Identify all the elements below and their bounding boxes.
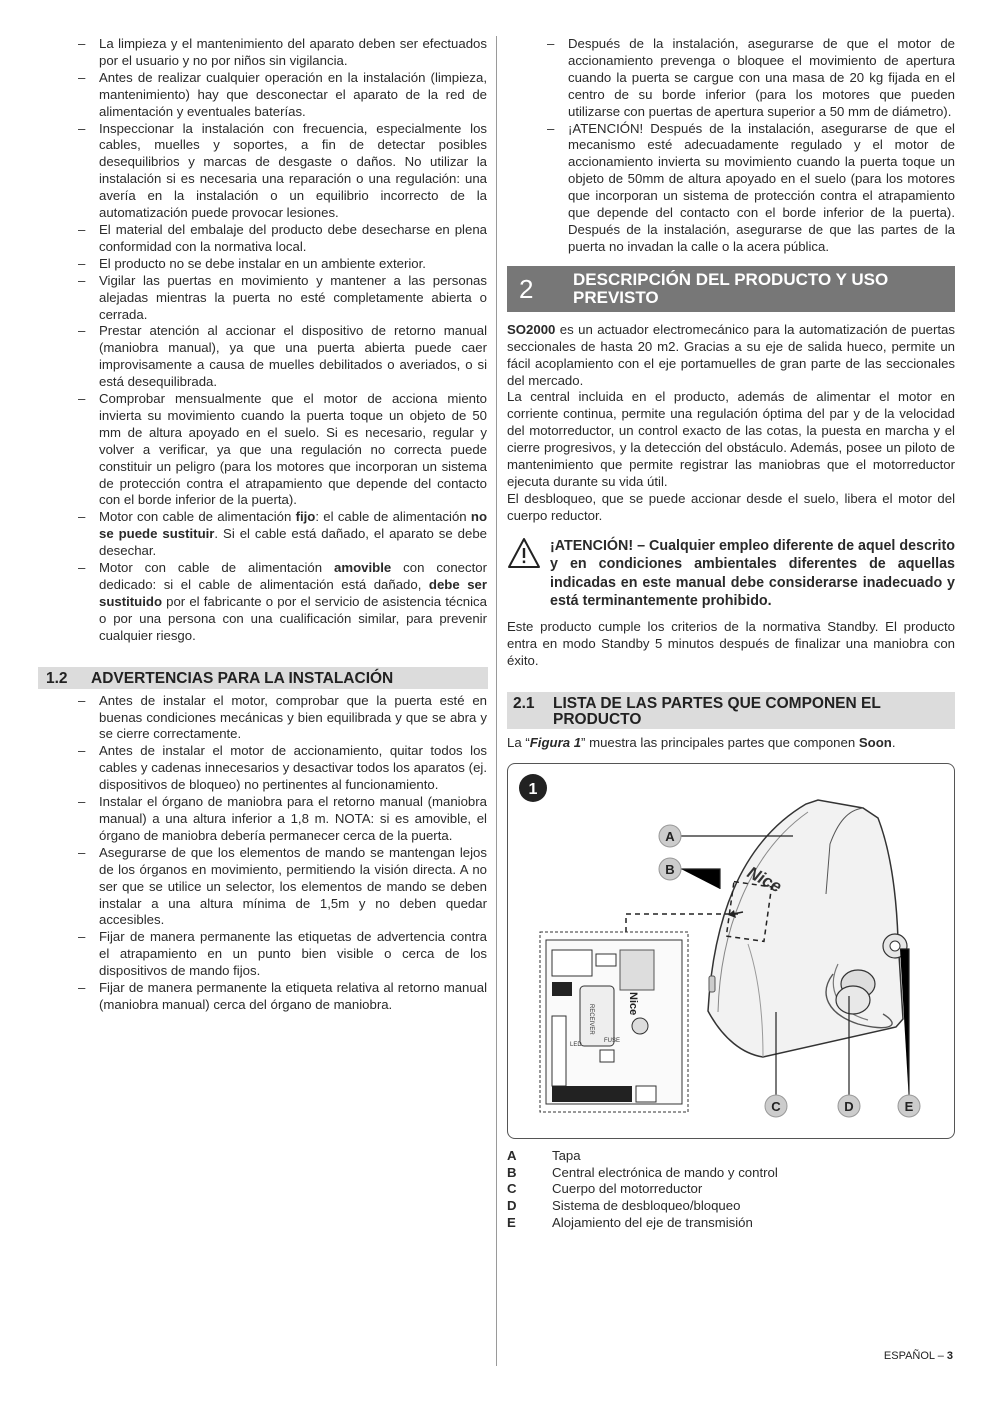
callout-b: B	[665, 861, 675, 877]
callout-d: D	[844, 1098, 854, 1114]
list-item-fixed-cable: – Motor con cable de alimentación fijo: el cable de alimentación no se puede sustituir. Si el cable está dañado, el aparato se debe desechar.	[78, 509, 487, 560]
page-number: 3	[946, 1350, 953, 1362]
list-item: – ¡ATENCIÓN! Después de la instalación, asegurarse de que el mecanismo esté adecuadamente regulado y el motor de accionamiento invierta su movimiento cuando la puerta toque un objeto de 50mm de altura apoyado en el suelo (para los motores que incorporan un sistema de protección contra el atrapamiento que depende del contacto con el borde inferior de la puerta). Después de la instalación, asegurarse de que las partes de la puerta no invadan la calle o la acera pública.	[547, 121, 955, 256]
list-item: – Instalar el órgano de maniobra para el retorno manual (maniobra manual) a una altura inferior a 1,8 m. NOTA: si es amovible, el órgano de maniobra debería permanecer cerca de la puerta.	[78, 794, 487, 845]
legend-row: D Sistema de desbloqueo/bloqueo	[507, 1198, 741, 1214]
list-item: – Comprobar mensualmente que el motor de acciona miento invierta su movimiento cuando la puerta toque un objeto de 50 mm de altura apoyado en el suelo. Si es necesario, regular y volver a verificar, ya que una regulación no correcta puede constituir un peligro (para los motores que incorporan un sistema de protección contra el atrapamiento que depende del contacto con el borde inferior de la puerta).	[78, 391, 487, 509]
list-item: – Prestar atención al accionar el dispositivo de retorno manual (maniobra manual), ya que una puerta abierta puede caer improvisamente a causa de muelles debilitados o averiados, o si está desequilibrada.	[78, 323, 487, 391]
list-item: – Vigilar las puertas en movimiento y mantener a las personas alejadas mientras la puerta no esté completamente abierta o cerrada.	[78, 273, 487, 324]
release-description: El desbloqueo, que se puede accionar desde el suelo, libera el motor del cuerpo reductor.	[507, 490, 955, 523]
receiver-label: RECEIVER	[588, 1003, 594, 1035]
list-item: – Antes de realizar cualquier operación en la instalación (limpieza, mantenimiento) hay que desconectar el aparato de la red de alimentación y eventuales baterías.	[78, 70, 487, 121]
figure-number: 1	[528, 780, 538, 798]
left-column	[46, 36, 488, 1014]
list-item: – Asegurarse de que los elementos de mando se mantengan lejos de los órganos en movimiento, permitiendo la visión directa. A no ser que se utilice un selector, los elementos de mando se deben instalar a una altura mínima de 1,5m y no deben quedar accesibles.	[78, 845, 487, 930]
list-item: – Después de la instalación, asegurarse de que el motor de accionamiento prevenga o bloquee el movimiento de apertura cuando la puerta se cargue con una masa de 20 kg fijada en el centro de su borde inferior (para los motores que pueden utilizarse con puertas de apertura superior a 50 mm de diámetro).	[547, 36, 955, 121]
section-heading-2-1: 2.1 LISTA DE LAS PARTES QUE COMPONEN EL PRODUCTO	[507, 692, 955, 729]
legend-row: C Cuerpo del motorreductor	[507, 1181, 703, 1197]
page-footer: ESPAÑOL – 3	[883, 1350, 953, 1362]
list-item: – Inspeccionar la instalación con frecuencia, especialmente los cables, muelles y soportes, a fin de detectar posibles desequilibrios y marcas de desgaste o daños. No utilizar la instalación si es necesaria una reparación o una regulación: una avería en la instalación o un equilibrio incorrecto de la automatización puede provocar lesiones.	[78, 121, 487, 222]
legend-row: B Central electrónica de mando y control	[507, 1164, 778, 1180]
safety-list	[78, 36, 487, 645]
list-item-removable-cable: – Motor con cable de alimentación amovible con conector dedicado: si el cable de alimentación está dañado, debe ser sustituido por el fabricante o por el servicio de asistencia técnica o por una persona con una cualificación similar, para prevenir cualquier riesgo.	[78, 560, 487, 645]
callout-a: A	[665, 828, 675, 844]
list-item: – El producto no se debe instalar en un ambiente exterior.	[78, 256, 487, 273]
list-item: – Fijar de manera permanente las etiquetas de advertencia contra el atrapamiento en un punto bien visible o cerca de los dispositivos de mando fijos.	[78, 929, 487, 980]
warning-triangle-icon	[507, 537, 541, 569]
figure-intro: La “Figura 1” muestra las principales partes que componen Soon.	[507, 734, 896, 750]
figure-1-illustration	[508, 764, 954, 1138]
column-divider	[496, 36, 497, 1366]
product-description: SO2000 es un actuador electromecánico para la automatización de puertas seccionales de hasta 20 m2. Gracias a su eje de salida hueco, permite un fácil acoplamiento con el eje portamuelles de gran parte de las seccionales del mercado.	[507, 321, 955, 388]
section-heading-2: 2 DESCRIPCIÓN DEL PRODUCTO Y USO PREVISTO	[507, 266, 955, 312]
control-unit-description: La central incluida en el producto, además de alimentar el motor en corriente continua, permite una regulación óptima del par y de la velocidad del motorreductor, un control exacto de las cotas, la puesta en marcha y el cierre progresivos, y la detección del obstáculo. Además, posee un piloto de mantenimiento que permite registrar las maniobras que el motorreductor ejecuta durante su vida útil.	[507, 389, 955, 489]
legend-row: E Alojamiento del eje de transmisión	[507, 1215, 753, 1231]
list-item: – Fijar de manera permanente la etiqueta relativa al retorno manual (maniobra manual) cerca del órgano de maniobra.	[78, 980, 487, 1014]
brand-logo: Nice	[744, 862, 785, 897]
warning-block: ¡ATENCIÓN! – Cualquier empleo diferente de aquel descrito y en condiciones ambientales diferentes de aquellas indicadas en este manual debe considerarse inadecuado y está terminantemente prohibido.	[507, 537, 955, 611]
section-heading-1-2: 1.2 ADVERTENCIAS PARA LA INSTALACIÓN	[38, 667, 488, 689]
list-item: – El material del embalaje del producto debe desecharse en plena conformidad con la normativa local.	[78, 222, 487, 256]
install-warnings-list	[78, 693, 487, 1014]
legend-row: A Tapa	[507, 1147, 581, 1163]
post-install-list	[547, 36, 955, 256]
board-brand-logo: Nice	[627, 991, 639, 1015]
led-label: LED	[570, 1041, 582, 1048]
list-item: – La limpieza y el mantenimiento del aparato deben ser efectuados por el usuario y no por niños sin vigilancia.	[78, 36, 487, 70]
fuse-label: FUSE	[604, 1037, 621, 1044]
figure-1	[507, 763, 955, 1139]
right-column	[507, 36, 955, 1232]
standby-note: Este producto cumple los criterios de la normativa Standby. El producto entra en modo Standby 5 minutos después de finalizar una maniobra con éxito.	[507, 619, 955, 668]
callout-c: C	[771, 1098, 781, 1114]
figure-legend	[507, 1148, 955, 1233]
list-item: – Antes de instalar el motor de accionamiento, quitar todos los cables y cadenas innecesarios y desactivar todos los aparatos (ej. dispositivos de bloqueo) no pertinentes al funcionamiento.	[78, 743, 487, 794]
callout-e: E	[904, 1098, 914, 1114]
control-board-drawing	[540, 932, 688, 1112]
list-item: – Antes de instalar el motor, comprobar que la puerta esté en buenas condiciones mecánicas y bien equilibrada y que se abra y se cierre correctamente.	[78, 693, 487, 744]
